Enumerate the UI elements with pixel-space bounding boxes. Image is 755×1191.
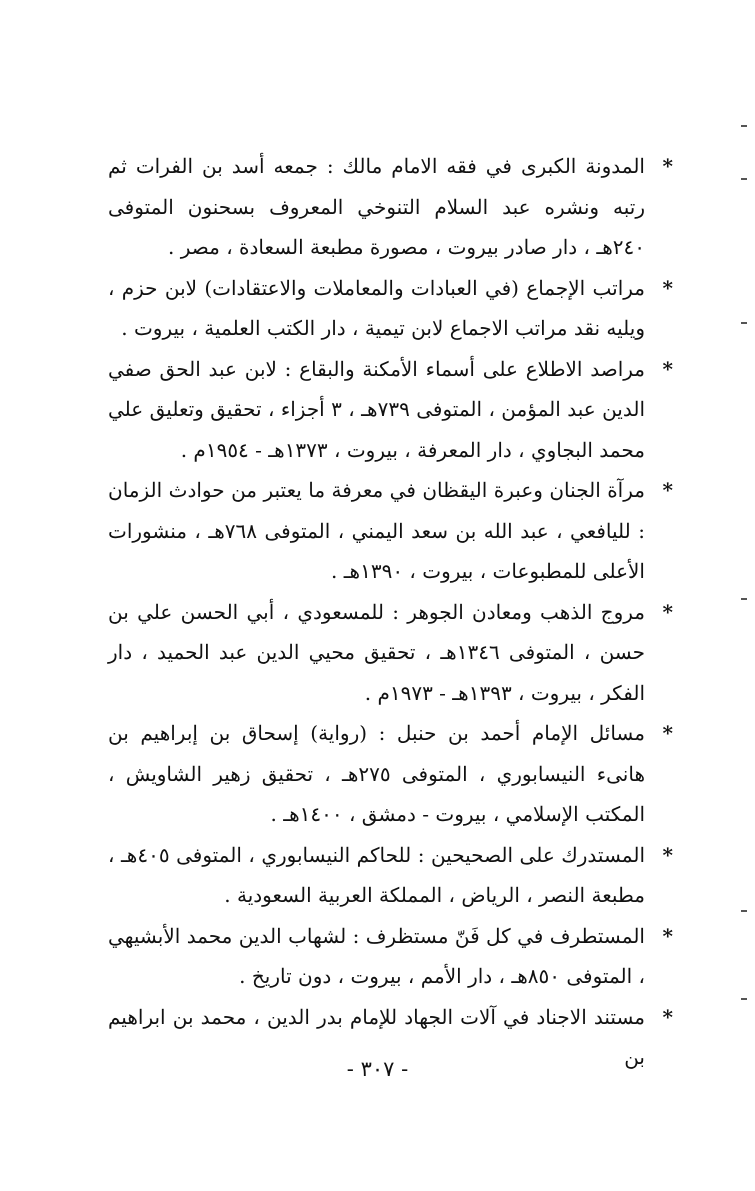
entry-text: المدونة الكبرى في فقه الامام مالك : جمعه أسد بن الفرات ثم رتبه ونشره عبد السلام التنوخي المعروف بسحنون المتوفى ٢٤٠هـ ، دار صادر بيروت ، مصورة مطبعة السعادة ، مصر . — [108, 154, 645, 259]
scan-edge-mark — [741, 998, 747, 1000]
asterisk-bullet-icon: * — [662, 356, 673, 381]
entry-text: مراتب الإجماع (في العبادات والمعاملات والاعتقادات) لابن حزم ، ويليه نقد مراتب الاجماع لابن تيمية ، دار الكتب العلمية ، بيروت . — [108, 275, 645, 340]
asterisk-bullet-icon: * — [662, 275, 673, 300]
asterisk-bullet-icon: * — [662, 923, 673, 948]
scan-edge-mark — [741, 322, 747, 324]
entry-text: مراصد الاطلاع على أسماء الأمكنة والبقاع : لابن عبد الحق صفي الدين عبد المؤمن ، المتوفى ٧٣٩هـ ، ٣ أجزاء ، تحقيق وتعليق علي محمد البجاوي ، دار المعرفة ، بيروت ، ١٣٧٣هـ - ١٩٥٤م . — [108, 356, 646, 462]
entry-text: المستدرك على الصحيحين : للحاكم النيسابوري ، المتوفى ٤٠٥هـ ، مطبعة النصر ، الرياض ، المملكة العربية السعودية . — [108, 842, 645, 907]
entry-text: مسائل الإمام أحمد بن حنبل : (رواية) إسحاق بن إبراهيم بن هانىء النيسابوري ، المتوفى ٢٧٥هـ ، تحقيق زهير الشاويش ، المكتب الإسلامي ، بيروت - دمشق ، ١٤٠٠هـ . — [108, 721, 646, 826]
entry-text: مروج الذهب ومعادن الجوهر : للمسعودي ، أبي الحسن علي بن حسن ، المتوفى ١٣٤٦هـ ، تحقيق محيي الدين عبد الحميد ، دار الفكر ، بيروت ، ١٣٩٣هـ - ١٩٧٣م . — [108, 599, 645, 705]
scan-edge-mark — [741, 125, 747, 127]
bibliography-entry — [108, 713, 673, 835]
scan-edge-mark — [741, 598, 747, 600]
scan-edge-mark — [741, 178, 747, 180]
entry-text: مستند الاجناد في آلات الجهاد للإمام بدر الدين ، محمد بن ابراهيم بن — [108, 1004, 645, 1069]
scan-edge-mark — [741, 910, 747, 912]
asterisk-bullet-icon: * — [662, 1004, 673, 1029]
entry-text: المستطرف في كل فَنّ مستظرف : لشهاب الدين محمد الأبشيهي ، المتوفى ٨٥٠هـ ، دار الأمم ، بيروت ، دون تاريخ . — [108, 923, 645, 988]
bibliography-entry — [108, 592, 673, 714]
asterisk-bullet-icon: * — [662, 842, 673, 867]
asterisk-bullet-icon: * — [662, 721, 673, 745]
page-number: - ٣٠٧ - — [346, 1057, 409, 1081]
bibliography-list — [108, 146, 673, 1078]
bibliography-entry — [108, 146, 673, 268]
bibliography-entry — [108, 349, 673, 471]
asterisk-bullet-icon: * — [662, 154, 673, 178]
asterisk-bullet-icon: * — [662, 599, 673, 624]
bibliography-entry — [108, 268, 673, 349]
bibliography-entry — [108, 916, 673, 997]
bibliography-entry — [108, 835, 673, 916]
asterisk-bullet-icon: * — [662, 478, 673, 502]
entry-text: مرآة الجنان وعبرة اليقظان في معرفة ما يعتبر من حوادث الزمان : لليافعي ، عبد الله بن سعد اليمني ، المتوفى ٧٦٨هـ ، منشورات الأعلى للمطبوعات ، بيروت ، ١٣٩٠هـ . — [108, 478, 645, 583]
bibliography-entry — [108, 470, 673, 592]
